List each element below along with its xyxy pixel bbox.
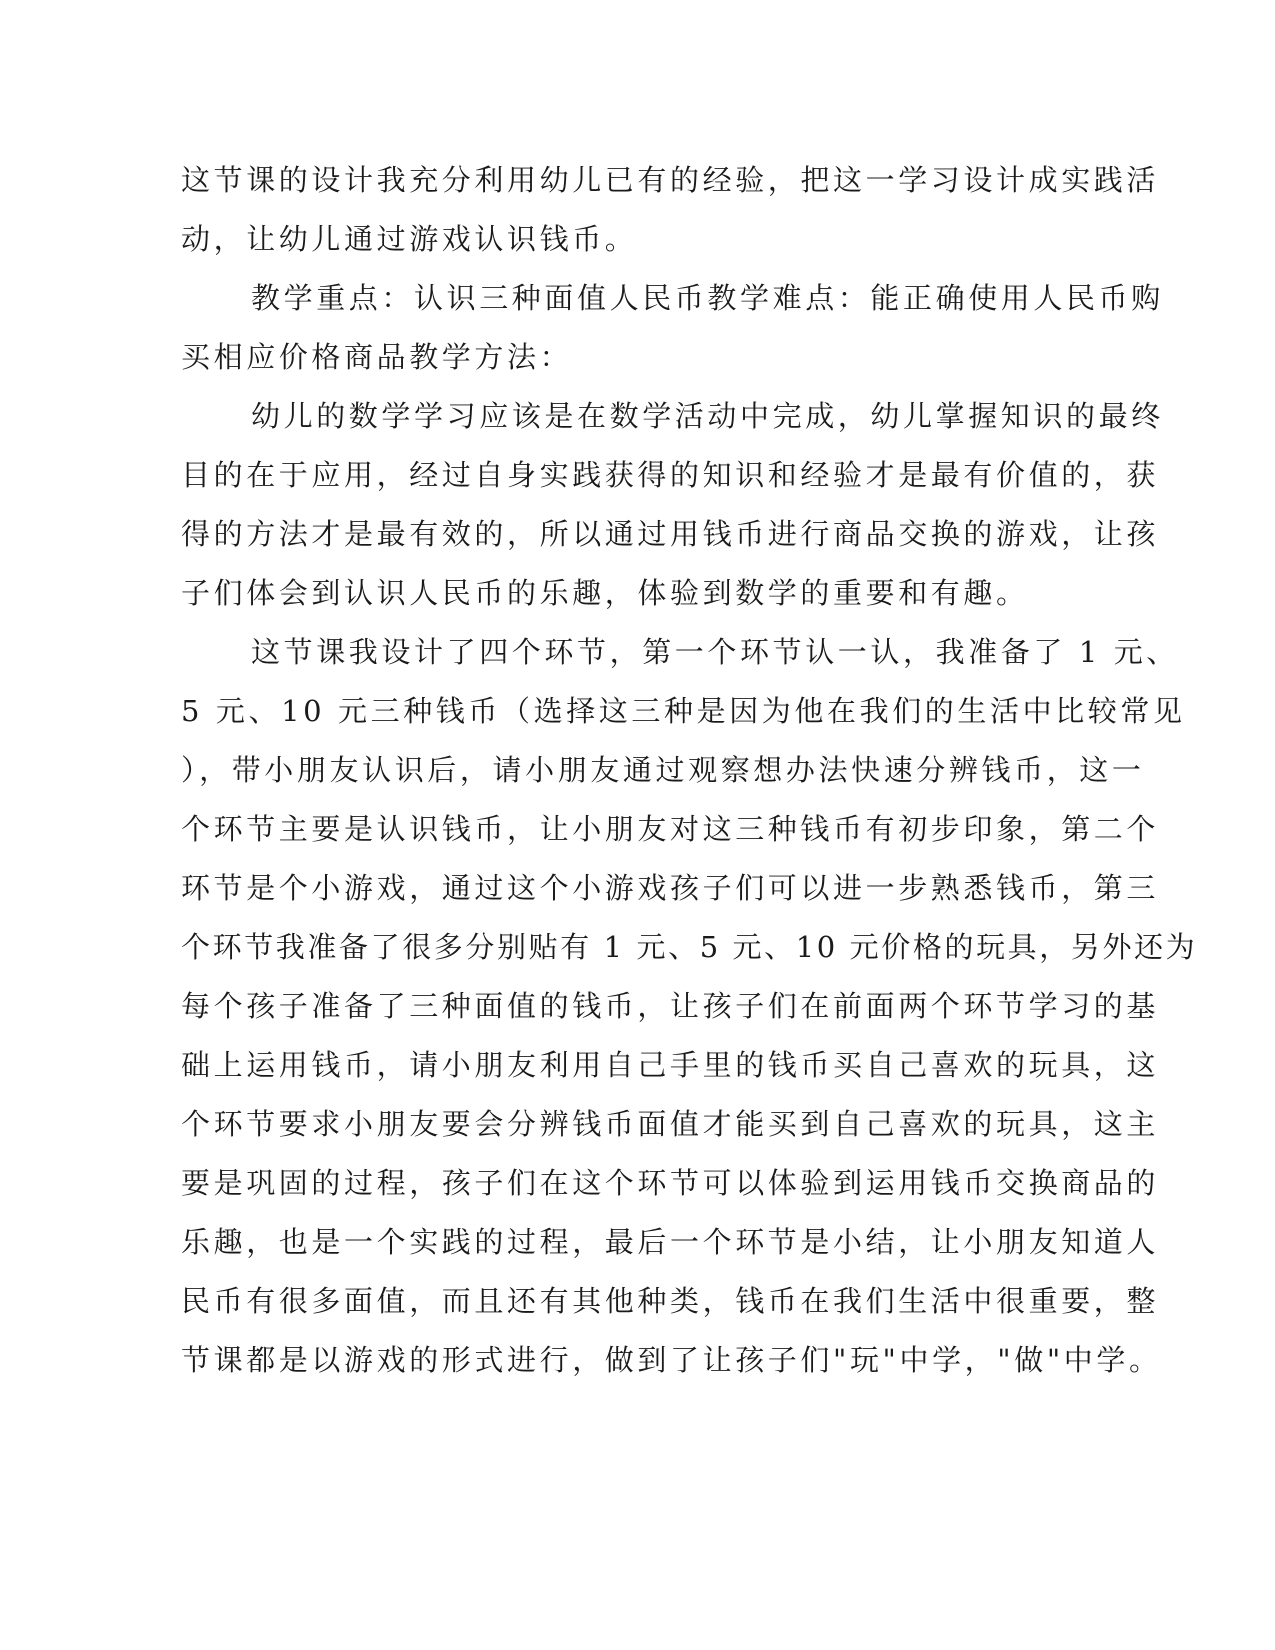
text-line: 这节课的设计我充分利用幼儿已有的经验，把这一学习设计成实践活 (181, 163, 1160, 197)
text-line: 个环节主要是认识钱币，让小朋友对这三种钱币有初步印象，第二个 (181, 812, 1160, 846)
text-line: 础上运用钱币，请小朋友利用自己手里的钱币买自己喜欢的玩具，这 (181, 1048, 1160, 1082)
text-line: 目的在于应用，经过自身实践获得的知识和经验才是最有价值的，获 (181, 458, 1160, 492)
text-line: 子们体会到认识人民币的乐趣，体验到数学的重要和有趣。 (181, 576, 1029, 610)
text-line: 乐趣，也是一个实践的过程，最后一个环节是小结，让小朋友知道人 (181, 1225, 1160, 1259)
text-line: 5 元、10 元三种钱币（选择这三种是因为他在我们的生活中比较常见 (181, 694, 1186, 728)
text-line: 动，让幼儿通过游戏认识钱币。 (181, 222, 638, 256)
text-line: 要是巩固的过程，孩子们在这个环节可以体验到运用钱币交换商品的 (181, 1166, 1160, 1200)
text-line: 每个孩子准备了三种面值的钱币，让孩子们在前面两个环节学习的基 (181, 989, 1160, 1023)
text-line: 个环节要求小朋友要会分辨钱币面值才能买到自己喜欢的玩具，这主 (181, 1107, 1160, 1141)
text-line: 教学重点：认识三种面值人民币教学难点：能正确使用人民币购 (251, 281, 1164, 315)
text-line: 个环节我准备了很多分别贴有 1 元、5 元、10 元价格的玩具，另外还为 (181, 930, 1198, 964)
text-line: 这节课我设计了四个环节，第一个环节认一认，我准备了 1 元、 (251, 635, 1179, 669)
text-line: 环节是个小游戏，通过这个小游戏孩子们可以进一步熟悉钱币，第三 (181, 871, 1160, 905)
text-line: 节课都是以游戏的形式进行，做到了让孩子们"玩"中学，"做"中学。 (181, 1343, 1162, 1377)
text-line: 幼儿的数学学习应该是在数学活动中完成，幼儿掌握知识的最终 (251, 399, 1164, 433)
text-line: 买相应价格商品教学方法： (181, 340, 573, 374)
text-line: 民币有很多面值，而且还有其他种类，钱币在我们生活中很重要，整 (181, 1284, 1160, 1318)
text-line: ），带小朋友认识后，请小朋友通过观察想办法快速分辨钱币，这一 (181, 753, 1145, 787)
text-line: 得的方法才是最有效的，所以通过用钱币进行商品交换的游戏，让孩 (181, 517, 1160, 551)
